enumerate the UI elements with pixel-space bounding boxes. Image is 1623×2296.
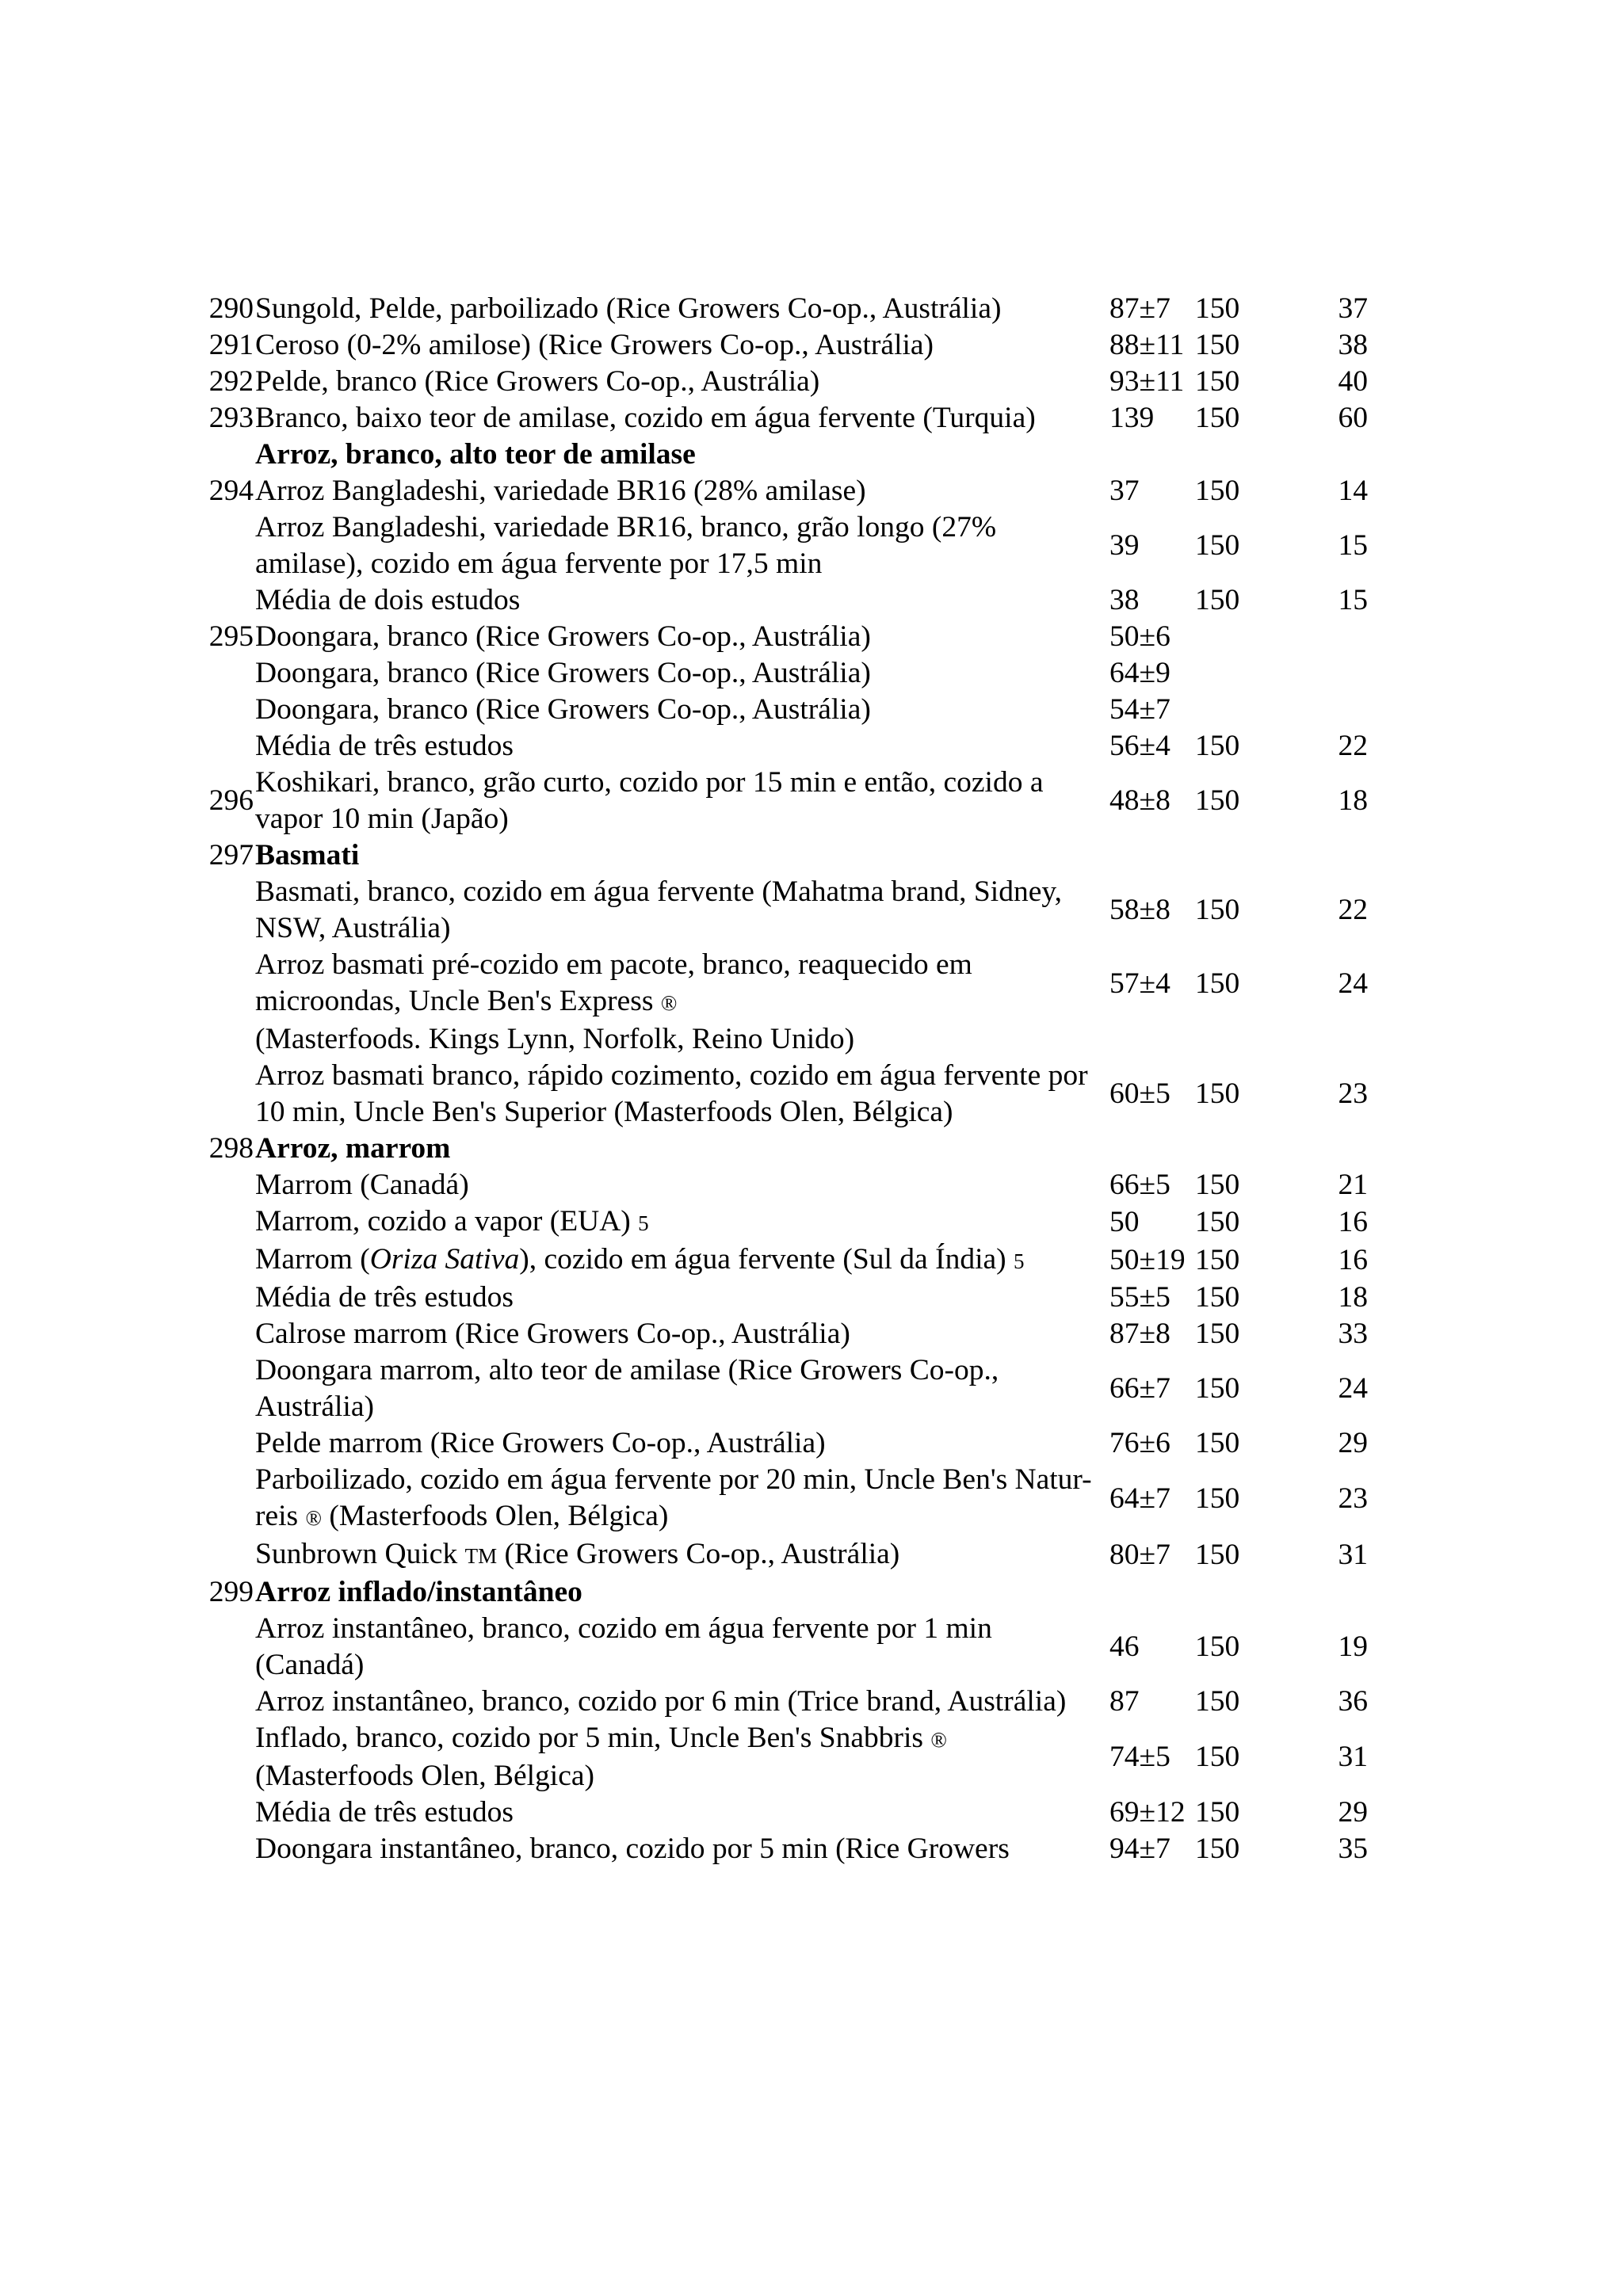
glycemic-index-value: 50±6 xyxy=(1109,620,1170,653)
glycemic-load-value xyxy=(1290,437,1377,473)
food-description xyxy=(255,1536,1094,1574)
table-row xyxy=(204,1720,1377,1794)
scientific-name: Oriza Sativa xyxy=(369,1243,520,1276)
serving-size-value: 150 xyxy=(1195,402,1240,434)
serving-size-value xyxy=(1189,619,1290,655)
glycemic-index-value: 66±7 xyxy=(1109,1372,1170,1405)
food-description xyxy=(255,582,1094,619)
glycemic-index-value: 64±9 xyxy=(1109,657,1170,689)
glycemic-index-value xyxy=(1094,1131,1189,1167)
glycemic-load-value: 21 xyxy=(1338,1169,1368,1201)
food-description xyxy=(255,1611,1094,1684)
food-description xyxy=(255,728,1094,765)
item-number xyxy=(204,728,255,765)
table-row xyxy=(204,692,1377,728)
description-text: Arroz Bangladeshi, variedade BR16 (28% amilase) xyxy=(255,475,866,507)
table-row xyxy=(204,947,1377,1021)
item-number xyxy=(204,1167,255,1203)
description-text: Inflado, branco, cozido por 5 min, Uncle Ben's Snabbris xyxy=(255,1722,924,1754)
description-text: Pelde, branco (Rice Growers Co-op., Austrália) xyxy=(255,365,820,398)
glycemic-index-value: 87±7 xyxy=(1109,292,1170,325)
food-description xyxy=(255,1131,1094,1167)
serving-size-value: 150 xyxy=(1195,329,1240,361)
serving-size-value: 150 xyxy=(1195,292,1240,325)
glycemic-index-value: 37 xyxy=(1109,475,1140,507)
description-text: Arroz basmati pré-cozido em pacote, branco, reaquecido em microondas, Uncle Ben's Express xyxy=(255,948,972,1017)
table-section-heading xyxy=(204,837,1377,874)
food-description xyxy=(255,1241,1094,1280)
glycemic-index-value xyxy=(1094,837,1189,874)
food-description xyxy=(255,1167,1094,1203)
serving-size-value xyxy=(1189,437,1290,473)
serving-size-value: 150 xyxy=(1195,1539,1240,1571)
serving-size-value: 150 xyxy=(1195,475,1240,507)
food-description xyxy=(255,619,1094,655)
serving-size-value xyxy=(1189,1021,1290,1058)
food-description xyxy=(255,1316,1094,1352)
item-number: 292 xyxy=(208,365,254,398)
table-body xyxy=(204,291,1377,1867)
food-description xyxy=(255,947,1094,1021)
table-row xyxy=(204,874,1377,947)
glycemic-load-value: 24 xyxy=(1338,1372,1368,1405)
table-row xyxy=(204,509,1377,582)
food-description xyxy=(255,1058,1094,1131)
serving-size-value: 150 xyxy=(1195,1244,1240,1276)
food-description xyxy=(255,1425,1094,1462)
serving-size-value: 150 xyxy=(1195,967,1240,1000)
serving-size-value xyxy=(1189,1131,1290,1167)
table-row xyxy=(204,1167,1377,1203)
table-row xyxy=(204,619,1377,655)
serving-size-value: 150 xyxy=(1195,1281,1240,1314)
table-row xyxy=(204,1831,1377,1867)
description-text: Basmati xyxy=(255,839,360,871)
glycemic-index-value: 64±7 xyxy=(1109,1482,1170,1515)
glycemic-load-value xyxy=(1290,837,1377,874)
table-row xyxy=(204,582,1377,619)
description-text: Arroz instantâneo, branco, cozido em água fervente por 1 min (Canadá) xyxy=(255,1612,992,1681)
glycemic-load-value: 14 xyxy=(1338,475,1368,507)
serving-size-value: 150 xyxy=(1195,1169,1240,1201)
glycemic-index-value xyxy=(1094,1021,1189,1058)
table-row xyxy=(204,1280,1377,1316)
table-row xyxy=(204,364,1377,400)
description-text: Doongara, branco (Rice Growers Co-op., Austrália) xyxy=(255,657,871,689)
item-number xyxy=(204,1241,255,1280)
description-text: Média de três estudos xyxy=(255,1796,514,1829)
item-number xyxy=(204,1536,255,1574)
glycemic-index-table xyxy=(204,291,1377,1867)
glycemic-load-value: 22 xyxy=(1338,730,1368,762)
reference-mark: 5 xyxy=(1014,1249,1025,1273)
glycemic-load-value: 31 xyxy=(1338,1741,1368,1773)
serving-size-value xyxy=(1189,1574,1290,1611)
table-row xyxy=(204,291,1377,327)
reference-mark: ® xyxy=(930,1728,947,1752)
glycemic-load-value xyxy=(1290,655,1377,692)
table-row xyxy=(204,400,1377,437)
food-description xyxy=(255,1203,1094,1241)
food-description xyxy=(255,1794,1094,1831)
serving-size-value: 150 xyxy=(1195,1206,1240,1238)
serving-size-value: 150 xyxy=(1195,584,1240,616)
glycemic-index-value: 46 xyxy=(1109,1630,1140,1663)
description-text: Doongara, branco (Rice Growers Co-op., Austrália) xyxy=(255,620,871,653)
reference-mark: ® xyxy=(660,991,678,1015)
description-text: Arroz Bangladeshi, variedade BR16, branco, grão longo (27% amilase), cozido em água fervente por 17,5 min xyxy=(255,511,997,580)
food-description xyxy=(255,1720,1094,1794)
item-number xyxy=(204,1794,255,1831)
item-number: 298 xyxy=(208,1132,254,1165)
serving-size-value: 150 xyxy=(1195,1833,1240,1865)
description-text: Doongara instantâneo, branco, cozido por 5 min (Rice Growers xyxy=(255,1833,1010,1865)
glycemic-index-value: 55±5 xyxy=(1109,1281,1170,1314)
glycemic-load-value xyxy=(1290,1131,1377,1167)
food-description xyxy=(255,509,1094,582)
glycemic-load-value xyxy=(1290,1574,1377,1611)
food-description xyxy=(255,291,1094,327)
glycemic-index-value: 87 xyxy=(1109,1685,1140,1718)
table-row xyxy=(204,1425,1377,1462)
description-text: Média de dois estudos xyxy=(255,584,521,616)
description-suffix: (Rice Growers Co-op., Austrália) xyxy=(504,1538,900,1570)
item-number xyxy=(204,1462,255,1536)
item-number xyxy=(204,1611,255,1684)
serving-size-value: 150 xyxy=(1195,1318,1240,1350)
glycemic-load-value: 18 xyxy=(1338,784,1368,817)
table-row xyxy=(204,1684,1377,1720)
trademark-mark: ® xyxy=(305,1506,323,1530)
glycemic-load-value: 16 xyxy=(1338,1244,1368,1276)
table-row xyxy=(204,1462,1377,1536)
table-row xyxy=(204,655,1377,692)
food-description xyxy=(255,364,1094,400)
food-description xyxy=(255,1280,1094,1316)
food-description xyxy=(255,692,1094,728)
glycemic-index-value: 60±5 xyxy=(1109,1077,1170,1110)
table-section-heading xyxy=(204,1574,1377,1611)
serving-size-value xyxy=(1189,655,1290,692)
description-text: Marrom, cozido a vapor (EUA) xyxy=(255,1205,631,1238)
glycemic-index-value: 80±7 xyxy=(1109,1539,1170,1571)
item-number: 296 xyxy=(208,784,254,817)
description-text: Pelde marrom (Rice Growers Co-op., Austrália) xyxy=(255,1427,826,1459)
glycemic-load-value: 38 xyxy=(1338,329,1368,361)
description-suffix: (Masterfoods Olen, Bélgica) xyxy=(255,1760,594,1792)
description-text: Koshikari, branco, grão curto, cozido por 15 min e então, cozido a vapor 10 min (Japão) xyxy=(255,766,1044,835)
item-number xyxy=(204,1316,255,1352)
item-number xyxy=(204,437,255,473)
glycemic-load-value: 40 xyxy=(1338,365,1368,398)
item-number xyxy=(204,655,255,692)
glycemic-index-value: 139 xyxy=(1109,402,1155,434)
description-text: Doongara marrom, alto teor de amilase (Rice Growers Co-op., Austrália) xyxy=(255,1354,999,1423)
glycemic-load-value: 16 xyxy=(1338,1206,1368,1238)
glycemic-load-value xyxy=(1290,692,1377,728)
item-number xyxy=(204,1720,255,1794)
serving-size-value: 150 xyxy=(1195,1482,1240,1515)
item-number xyxy=(204,582,255,619)
glycemic-load-value: 23 xyxy=(1338,1077,1368,1110)
item-number xyxy=(204,1280,255,1316)
serving-size-value: 150 xyxy=(1195,730,1240,762)
food-description xyxy=(255,1574,1094,1611)
food-description xyxy=(255,473,1094,509)
glycemic-index-value xyxy=(1094,1574,1189,1611)
table-row xyxy=(204,1611,1377,1684)
glycemic-load-value: 36 xyxy=(1338,1685,1368,1718)
glycemic-load-value: 19 xyxy=(1338,1630,1368,1663)
glycemic-index-value: 48±8 xyxy=(1109,784,1170,817)
serving-size-value: 150 xyxy=(1195,529,1240,562)
food-description xyxy=(255,837,1094,874)
description-text: Média de três estudos xyxy=(255,730,514,762)
glycemic-load-value xyxy=(1290,619,1377,655)
glycemic-load-value: 60 xyxy=(1338,402,1368,434)
table-row xyxy=(204,765,1377,837)
glycemic-index-value: 39 xyxy=(1109,529,1140,562)
glycemic-load-value: 37 xyxy=(1338,292,1368,325)
serving-size-value: 150 xyxy=(1195,784,1240,817)
glycemic-index-value: 50±19 xyxy=(1109,1244,1186,1276)
glycemic-load-value: 31 xyxy=(1338,1539,1368,1571)
glycemic-index-value: 69±12 xyxy=(1109,1796,1186,1829)
trademark-mark: TM xyxy=(464,1544,498,1568)
item-number xyxy=(204,874,255,947)
item-number xyxy=(204,1203,255,1241)
serving-size-value: 150 xyxy=(1195,1741,1240,1773)
table-row xyxy=(204,1241,1377,1280)
description-text: (Masterfoods. Kings Lynn, Norfolk, Reino Unido) xyxy=(255,1023,855,1055)
serving-size-value xyxy=(1189,837,1290,874)
item-number: 297 xyxy=(208,839,254,871)
food-description xyxy=(255,1831,1094,1867)
item-number xyxy=(204,692,255,728)
food-description xyxy=(255,400,1094,437)
glycemic-load-value: 29 xyxy=(1338,1796,1368,1829)
item-number: 299 xyxy=(208,1576,254,1608)
glycemic-index-value: 88±11 xyxy=(1109,329,1185,361)
glycemic-index-value xyxy=(1094,437,1189,473)
serving-size-value: 150 xyxy=(1195,1630,1240,1663)
food-description xyxy=(255,1462,1094,1536)
description-text: Arroz, branco, alto teor de amilase xyxy=(255,438,696,471)
glycemic-load-value: 23 xyxy=(1338,1482,1368,1515)
glycemic-index-value: 87±8 xyxy=(1109,1318,1170,1350)
table-row xyxy=(204,473,1377,509)
item-number xyxy=(204,1352,255,1425)
item-number xyxy=(204,1021,255,1058)
table-row xyxy=(204,1352,1377,1425)
item-number xyxy=(204,1058,255,1131)
table-row xyxy=(204,1794,1377,1831)
food-description xyxy=(255,327,1094,364)
glycemic-load-value: 15 xyxy=(1338,529,1368,562)
food-description xyxy=(255,655,1094,692)
table-row xyxy=(204,1316,1377,1352)
serving-size-value: 150 xyxy=(1195,365,1240,398)
glycemic-index-value: 58±8 xyxy=(1109,894,1170,926)
serving-size-value: 150 xyxy=(1195,1372,1240,1405)
glycemic-load-value: 33 xyxy=(1338,1318,1368,1350)
glycemic-index-value: 38 xyxy=(1109,584,1140,616)
table-section-heading xyxy=(204,437,1377,473)
item-number: 295 xyxy=(208,620,254,653)
food-description xyxy=(255,437,1094,473)
serving-size-value: 150 xyxy=(1195,1685,1240,1718)
table-row xyxy=(204,728,1377,765)
food-description xyxy=(255,1352,1094,1425)
description-text: Calrose marrom (Rice Growers Co-op., Austrália) xyxy=(255,1318,850,1350)
glycemic-index-value: 50 xyxy=(1109,1206,1140,1238)
description-text: Ceroso (0-2% amilose) (Rice Growers Co-op., Austrália) xyxy=(255,329,934,361)
description-text: ), cozido em água fervente (Sul da Índia) xyxy=(519,1243,1006,1276)
description-text: Branco, baixo teor de amilase, cozido em água fervente (Turquia) xyxy=(255,402,1036,434)
serving-size-value: 150 xyxy=(1195,1796,1240,1829)
description-text: Arroz basmati branco, rápido cozimento, cozido em água fervente por 10 min, Uncle Ben's Superior (Masterfoods Olen, Bélgica) xyxy=(255,1059,1088,1128)
food-description xyxy=(255,765,1094,837)
glycemic-load-value: 35 xyxy=(1338,1833,1368,1865)
description-text: Arroz, marrom xyxy=(255,1132,451,1165)
glycemic-index-value: 54±7 xyxy=(1109,693,1170,726)
table-row xyxy=(204,1058,1377,1131)
description-text: Doongara, branco (Rice Growers Co-op., Austrália) xyxy=(255,693,871,726)
food-description xyxy=(255,1684,1094,1720)
glycemic-index-value: 94±7 xyxy=(1109,1833,1170,1865)
table-row xyxy=(204,1536,1377,1574)
table-row xyxy=(204,327,1377,364)
serving-size-value: 150 xyxy=(1195,1077,1240,1110)
item-number: 293 xyxy=(208,402,254,434)
description-text: Arroz instantâneo, branco, cozido por 6 min (Trice brand, Austrália) xyxy=(255,1685,1067,1718)
item-number: 290 xyxy=(208,292,254,325)
description-text: Sunbrown Quick xyxy=(255,1538,458,1570)
description-text: Arroz inflado/instantâneo xyxy=(255,1576,582,1608)
glycemic-load-value: 24 xyxy=(1338,967,1368,1000)
glycemic-load-value xyxy=(1290,1021,1377,1058)
item-number xyxy=(204,1425,255,1462)
description-suffix: (Masterfoods Olen, Bélgica) xyxy=(329,1500,669,1532)
reference-mark: 5 xyxy=(638,1211,649,1235)
glycemic-index-value: 74±5 xyxy=(1109,1741,1170,1773)
description-text: Sungold, Pelde, parboilizado (Rice Growers Co-op., Austrália) xyxy=(255,292,1002,325)
glycemic-load-value: 29 xyxy=(1338,1427,1368,1459)
description-text: Marrom (Canadá) xyxy=(255,1169,469,1201)
item-number xyxy=(204,1684,255,1720)
glycemic-load-value: 15 xyxy=(1338,584,1368,616)
table-row xyxy=(204,1021,1377,1058)
glycemic-index-value: 66±5 xyxy=(1109,1169,1170,1201)
table-section-heading xyxy=(204,1131,1377,1167)
glycemic-index-value: 93±11 xyxy=(1109,365,1185,398)
description-text: Média de três estudos xyxy=(255,1281,514,1314)
glycemic-index-value: 76±6 xyxy=(1109,1427,1170,1459)
description-text: Parboilizado, cozido em água fervente por 20 min, Uncle Ben's Natur-reis xyxy=(255,1463,1092,1532)
item-number: 291 xyxy=(208,329,254,361)
serving-size-value: 150 xyxy=(1195,894,1240,926)
glycemic-load-value: 18 xyxy=(1338,1281,1368,1314)
table-row xyxy=(204,1203,1377,1241)
description-text: Basmati, branco, cozido em água fervente (Mahatma brand, Sidney, NSW, Austrália) xyxy=(255,875,1063,944)
food-description xyxy=(255,1021,1094,1058)
item-number xyxy=(204,509,255,582)
serving-size-value: 150 xyxy=(1195,1427,1240,1459)
glycemic-index-value: 56±4 xyxy=(1109,730,1170,762)
item-number: 294 xyxy=(208,475,254,507)
glycemic-load-value: 22 xyxy=(1338,894,1368,926)
glycemic-index-value: 57±4 xyxy=(1109,967,1170,1000)
item-number xyxy=(204,947,255,1021)
item-number xyxy=(204,1831,255,1867)
serving-size-value xyxy=(1189,692,1290,728)
food-description xyxy=(255,874,1094,947)
description-prefix: Marrom ( xyxy=(255,1243,370,1276)
